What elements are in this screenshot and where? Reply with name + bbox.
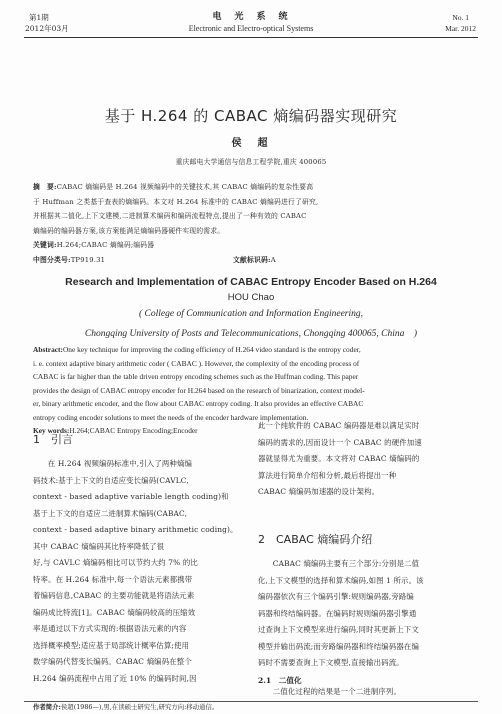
paper-title-en: Research and Implementation of CABAC Entropy Encoder Based on H.264 bbox=[65, 276, 437, 288]
footnote-rule bbox=[24, 701, 478, 702]
section-1-line: 在 H.264 视频编码标准中,引入了两种熵编 bbox=[47, 459, 193, 468]
intro-line: 器就显得尤为重要。本文将对 CABAC 熵编码的 bbox=[258, 454, 420, 463]
classification-line: 中图分类号:TP919.31 文献标识码:A bbox=[33, 253, 473, 268]
section-2-body bbox=[258, 556, 472, 672]
section-1-line: 选择概率模型;适应基于局部统计概率估算;使用 bbox=[33, 640, 190, 650]
author-bio: 作者简介:侯超(1986—),男,在读硕士研究生,研究方向:移动通信。 bbox=[33, 703, 219, 711]
subsection-2-1-text: 二值化过程的结果是一个二进制序列。 bbox=[272, 687, 401, 696]
section-1-line: 好,与 CAVLC 熵编码相比可以节约大约 7% 的比 bbox=[33, 558, 198, 567]
section-1-line: 其中 CABAC 熵编码其比特率降低了很 bbox=[33, 541, 165, 551]
section-1-line: 率是通过以下方式实现的:根据语法元素的内容 bbox=[33, 624, 187, 633]
abstract-cn-line-4: 熵编码的编码器方案,该方案能满足熵编码器硬件实现的需求。 bbox=[33, 226, 225, 235]
header-rule bbox=[24, 37, 478, 38]
abstract-en-line-3: CABAC is far higher than the table driven entropy encoding schemes such as the Huffman coding. This paper bbox=[33, 372, 359, 381]
author-cn: 侯 超 bbox=[231, 138, 271, 149]
abstract-en-line-6: entropy coding encoder solutions to meet the needs of the encoder hardware implementation. bbox=[33, 412, 309, 422]
abstract-cn-line-3: 并根据其二值化,上下文建模,二进制算术编码和编码流程特点,提出了一种有效的 CABAC bbox=[33, 212, 307, 220]
paper-title-cn: 基于 H.264 的 CABAC 熵编码器实现研究 bbox=[104, 107, 398, 125]
abstract-en-label: Abstract: bbox=[33, 345, 63, 354]
section-1-line: context - based adaptive variable length coding)和 bbox=[33, 492, 229, 501]
abstract-cn-line-2: 于 Huffman 之类基于查表的熵编码。本文对 H.264 标准中的 CABAC 熵编码进行了研究, bbox=[33, 197, 319, 206]
intro-line: CABAC 熵编码加速器的设计架构。 bbox=[258, 487, 380, 496]
section-1-line: 编码成比特流[1]。CABAC 熵编码较高的压缩效 bbox=[33, 607, 196, 617]
section-2-heading: 2 CABAC 熵编码介绍 bbox=[258, 533, 373, 546]
section-1-line: 特率。在 H.264 标准中,每一个语法元素都携带 bbox=[33, 574, 193, 584]
section-2-line: 模型并输出码流;而旁路编码器和终结编码器在编 bbox=[258, 641, 419, 651]
subsection-2-1-heading: 2.1 二值化 bbox=[258, 676, 302, 685]
abstract-en-line-1: Abstract:One key technique for improving the coding efficiency of H.264 video standard is the entropy coder, bbox=[33, 345, 361, 354]
keywords-cn: 关键词:H.264;CABAC 熵编码;编码器 bbox=[33, 241, 155, 249]
affiliation-cn: 重庆邮电大学通信与信息工程学院,重庆 400065 bbox=[175, 158, 327, 166]
abstract-cn-line-1: 摘 要:CABAC 熵编码是 H.264 视频编码中的关键技术,其 CABAC 熵编码的复杂性要高 bbox=[33, 183, 314, 191]
section-2-line: 编码器依次有三个编码引擎:规则编码器,旁路编 bbox=[258, 592, 414, 601]
section-2-line: 码器和终结编码器。在编码时规则编码器引擎通 bbox=[258, 608, 417, 618]
intro-line: 此一个纯软件的 CABAC 编码器是难以满足实时 bbox=[258, 421, 420, 430]
affiliation-en-line-2: Chongqing University of Posts and Telecommunications, Chongqing 400065, China ) bbox=[84, 329, 418, 339]
intro-line: 编码的需求的,因而设计一个 CABAC 的硬件加速 bbox=[258, 437, 422, 447]
journal-name-cn: 电 光 系 统 bbox=[212, 12, 290, 22]
abstract-cn bbox=[33, 180, 473, 267]
clc-number: TP919.31 bbox=[70, 255, 106, 264]
section-2-line: 化,上下文模型的选择和算术编码,如图 1 所示。该 bbox=[258, 575, 424, 585]
intro-line: 算法进行简单介绍和分析,最后将提出一种 bbox=[258, 470, 397, 480]
abstract-en-line-2: i. e. context adaptive binary arithmetic coder ( CABAC ). However, the complexity of the encoding process of bbox=[33, 358, 360, 368]
section-2-line: 码时不需要查询上下文模型,直接输出码流。 bbox=[258, 658, 404, 667]
section-1-continued bbox=[258, 418, 472, 501]
issue-no: No. 1 bbox=[452, 13, 469, 22]
section-1-heading: 1 引言 bbox=[33, 433, 73, 446]
doc-code: 文献标识码:A bbox=[233, 255, 276, 264]
abstract-en-line-4: provides the design of CABAC entropy encoder for H.264 based on the research of binarization, context model- bbox=[33, 385, 365, 395]
section-2-line: 过查询上下文模型来进行编码,同时其更新上下文 bbox=[258, 625, 419, 634]
abstract-en-line-5: er, binary arithmetic encoder, and the flow about CABAC entropy coding. It also provides an effective CABAC bbox=[33, 399, 364, 408]
section-1-line: 着编码信息,CABAC 的主要功能就是将语法元素 bbox=[33, 591, 195, 600]
journal-name-en: Electronic and Electro-optical Systems bbox=[188, 24, 314, 33]
issue-number: 第1期 bbox=[29, 13, 49, 22]
author-en: HOU Chao bbox=[227, 292, 275, 303]
section-1-line: context - based adaptive binary arithmetic coding)。 bbox=[33, 525, 238, 534]
abstract-cn-label: 摘 要: bbox=[33, 183, 57, 191]
section-2-line: CABAC 熵编码主要有三个部分:分别是二值 bbox=[272, 559, 420, 568]
issue-month: Mar. 2012 bbox=[445, 24, 476, 33]
section-1-line: H.264 编码流程中占用了近 10% 的编码时间,因 bbox=[33, 673, 197, 683]
section-1-line: 码技术:基于上下文的自适应变长编码(CAVLC, bbox=[33, 475, 189, 485]
affiliation-en-line-1: ( College of Communication and Information Engineering, bbox=[138, 309, 364, 319]
section-1-line: 基于上下文的自适应二进制算术编码(CABAC, bbox=[33, 508, 188, 518]
section-1-body bbox=[33, 456, 244, 687]
section-1-line: 数学编码代替变长编码。CABAC 熵编码在整个 bbox=[33, 657, 192, 666]
keywords-en: Key words:H.264;CABAC Entropy Encoding;Encoder bbox=[33, 426, 198, 435]
issue-date: 2012年03月 bbox=[25, 24, 69, 33]
